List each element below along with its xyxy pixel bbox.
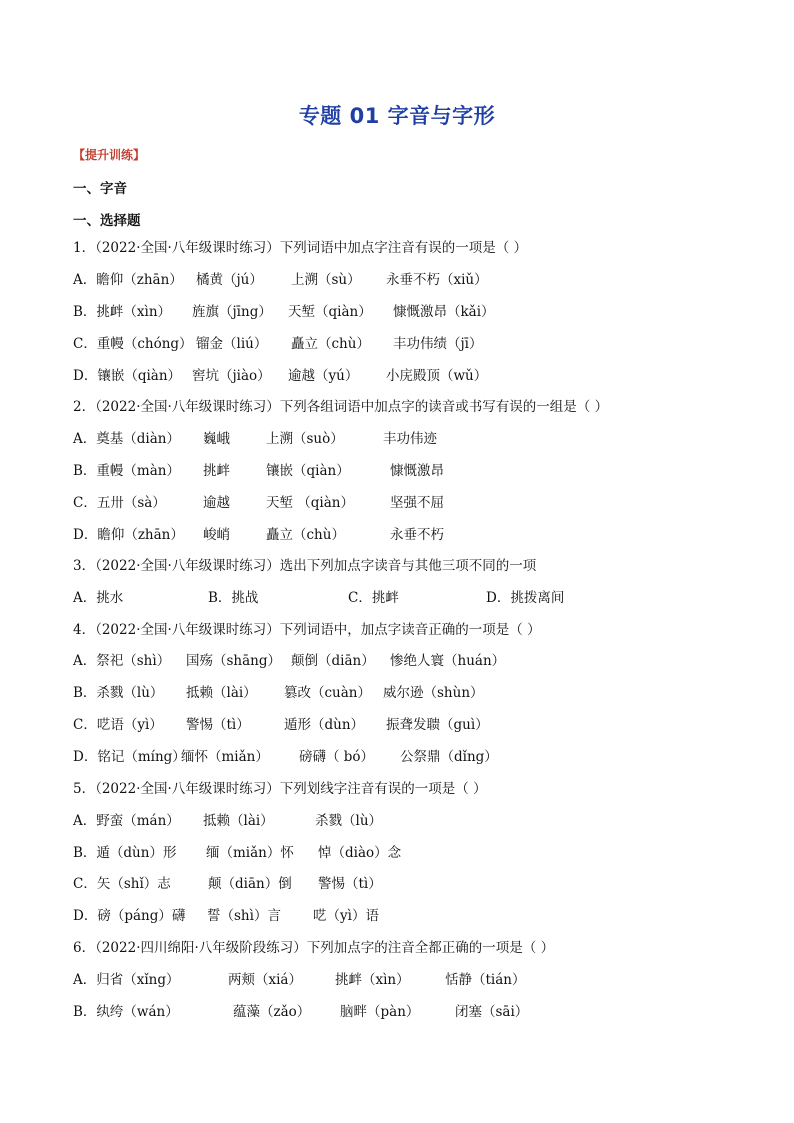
option-item: 逾越 — [203, 495, 230, 511]
option-item: A．祭祀（shì） — [73, 653, 171, 669]
page-title: 专题 01 字音与字形 — [298, 104, 496, 128]
question-stem: 4．（2022·全国·八年级课时练习）下列词语中，加点字读音正确的一项是（ ） — [73, 622, 541, 638]
section-tag: 【提升训练】 — [73, 148, 146, 162]
option-item: A．奠基（diàn） — [73, 431, 180, 447]
option-row — [73, 812, 753, 830]
option-item: 颠倒（diān） — [291, 653, 375, 669]
option-item: 巍峨 — [203, 431, 230, 447]
option-row — [73, 271, 753, 289]
option-row — [73, 844, 753, 862]
option-item: 公祭鼎（dǐng） — [400, 749, 498, 765]
option-item: D．磅（páng）礴 — [73, 908, 186, 924]
option-row — [73, 335, 753, 353]
option-row — [73, 494, 753, 512]
option-item: 橘黄（jú） — [196, 272, 263, 288]
option-item: 呓（yì）语 — [313, 908, 379, 924]
option-item: 旌旗（jīng） — [192, 304, 272, 320]
option-item: D．镶嵌（qiàn） — [73, 368, 182, 384]
option-item: D．铭记（míng） — [73, 749, 186, 765]
option-item: 峻峭 — [203, 527, 230, 543]
option-item: 杀戮（lù） — [315, 813, 383, 829]
option-item: 窖坑（jiào） — [192, 368, 271, 384]
option-item: B．纨绔（wán） — [73, 1004, 179, 1020]
option-item: 矗立（chù） — [291, 336, 370, 352]
option-item: 小庑殿顶（wǔ） — [386, 368, 488, 384]
option-item: 悼（diào）念 — [318, 845, 402, 861]
option-item: C．重幔（chóng） — [73, 336, 193, 352]
option-row — [73, 526, 753, 544]
option-row — [73, 652, 753, 670]
option-item: 矗立（chù） — [266, 527, 345, 543]
option-item: 天堑 （qiàn） — [266, 495, 354, 511]
option-item: 天堑（qiàn） — [288, 304, 372, 320]
option-item: 镶嵌（qiàn） — [266, 463, 350, 479]
question-stem: 6．（2022·四川绵阳·八年级阶段练习）下列加点字的注音全都正确的一项是（ ） — [73, 940, 555, 956]
option-row — [73, 367, 753, 385]
option-item: 永垂不朽（xiǔ） — [386, 272, 488, 288]
option-row — [73, 875, 753, 893]
option-row — [73, 907, 753, 925]
option-row — [73, 684, 753, 702]
option-row — [73, 462, 753, 480]
section-heading-pronunciation: 一、字音 — [73, 181, 127, 197]
option-item: 威尔逊（shùn） — [383, 685, 484, 701]
option-item: 坚强不屈 — [390, 495, 444, 511]
option-item: 国殇（shāng） — [186, 653, 282, 669]
option-item: 挑衅 — [203, 463, 230, 479]
option-row — [73, 1003, 753, 1021]
option-item: 上溯（sù） — [291, 272, 361, 288]
option-item: B．挑战 — [208, 590, 259, 606]
option-row — [73, 716, 753, 734]
option-item: A．瞻仰（zhān） — [73, 272, 183, 288]
option-item: 抵赖（lài） — [186, 685, 257, 701]
option-item: 磅礴（ bó） — [299, 749, 375, 765]
option-item: 颠（diān）倒 — [208, 876, 292, 892]
option-item: 两颊（xiá） — [228, 972, 302, 988]
option-item: D．瞻仰（zhān） — [73, 527, 184, 543]
option-item: 誓（shì）言 — [207, 908, 281, 924]
option-item: C．矢（shǐ）志 — [73, 876, 171, 892]
option-item: 蕴藻（zǎo） — [233, 1004, 311, 1020]
option-row — [73, 748, 753, 766]
option-row — [73, 430, 753, 448]
option-item: 缅怀（miǎn） — [181, 749, 269, 765]
option-item: 丰功伟绩（jī） — [393, 336, 483, 352]
option-item: 逾越（yú） — [288, 368, 359, 384]
option-item: 慷慨激昂 — [390, 463, 444, 479]
option-item: 永垂不朽 — [390, 527, 444, 543]
option-item: C．挑衅 — [348, 590, 399, 606]
section-heading-choice: 一、选择题 — [73, 213, 141, 229]
question-stem: 1．（2022·全国·八年级课时练习）下列词语中加点字注音有误的一项是（ ） — [73, 240, 528, 256]
option-item: 上溯（suò） — [266, 431, 344, 447]
option-item: A．挑水 — [73, 590, 124, 606]
question-stem: 3．（2022·全国·八年级课时练习）选出下列加点字读音与其他三项不同的一项 — [73, 558, 537, 574]
option-item: 慷慨激昂（kǎi） — [393, 304, 495, 320]
option-item: 惨绝人寰（huán） — [390, 653, 506, 669]
option-item: D．挑拨离间 — [486, 590, 565, 606]
option-item: B．遁（dùn）形 — [73, 845, 177, 861]
option-row — [73, 971, 753, 989]
question-stem: 5．（2022·全国·八年级课时练习）下列划线字注音有误的一项是（ ） — [73, 781, 487, 797]
option-item: 警惕（tì） — [186, 717, 250, 733]
option-item: C．五卅（sà） — [73, 495, 166, 511]
option-item: 脑畔（pàn） — [340, 1004, 420, 1020]
option-item: 警惕（tì） — [318, 876, 382, 892]
option-row — [73, 589, 753, 607]
option-item: B．杀戮（lù） — [73, 685, 164, 701]
option-item: 振聋发聩（guì） — [386, 717, 489, 733]
option-item: 镏金（liú） — [196, 336, 268, 352]
option-row — [73, 303, 753, 321]
question-stem: 2．（2022·全国·八年级课时练习）下列各组词语中加点字的读音或书写有误的一组是（ ） — [73, 399, 609, 415]
option-item: A．野蛮（mán） — [73, 813, 180, 829]
option-item: B．挑衅（xìn） — [73, 304, 172, 320]
option-item: 抵赖（lài） — [203, 813, 274, 829]
option-item: 丰功伟迹 — [383, 431, 437, 447]
option-item: 缅（miǎn）怀 — [206, 845, 294, 861]
option-item: 恬静（tián） — [445, 972, 526, 988]
option-item: 篡改（cuàn） — [284, 685, 371, 701]
option-item: C．呓语（yì） — [73, 717, 163, 733]
option-item: A．归省（xǐng） — [73, 972, 180, 988]
option-item: 闭塞（sāi） — [455, 1004, 529, 1020]
option-item: B．重幔（màn） — [73, 463, 180, 479]
option-item: 挑衅（xìn） — [335, 972, 410, 988]
option-item: 遁形（dùn） — [284, 717, 365, 733]
